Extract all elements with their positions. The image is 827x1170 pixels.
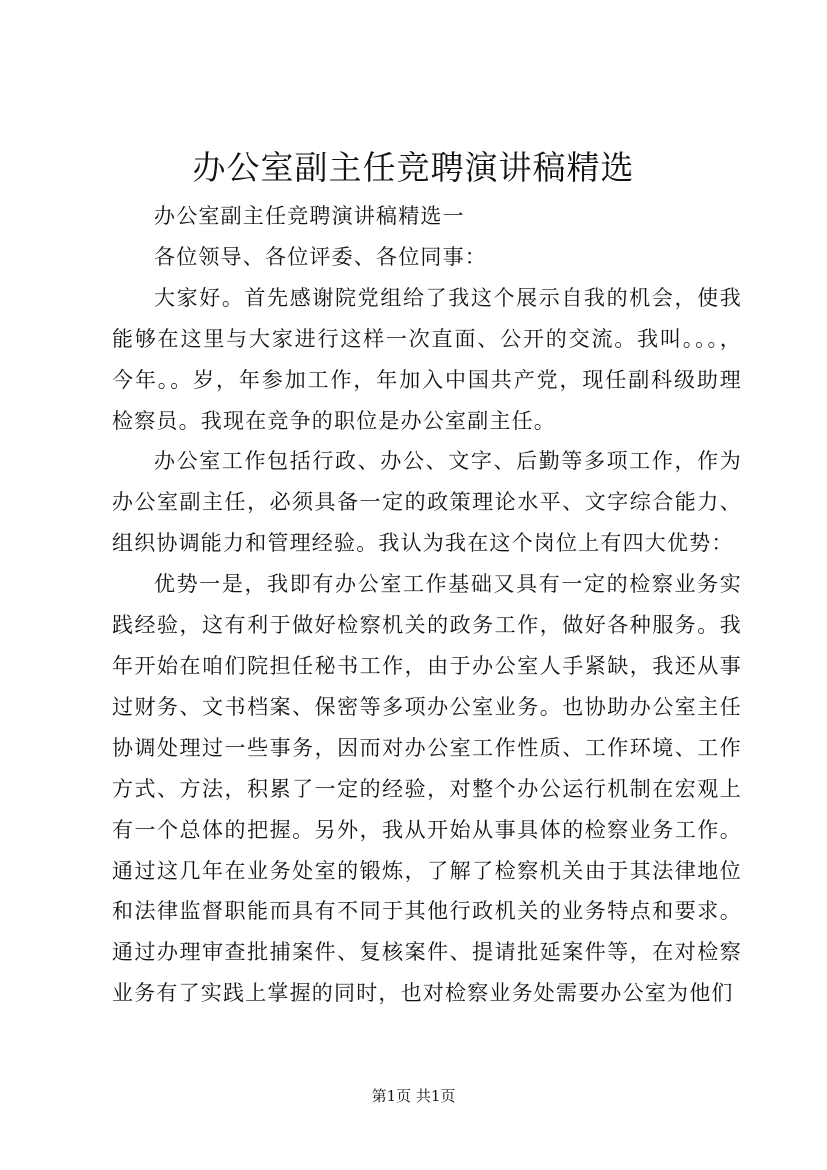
- body-paragraph: 大家好。首先感谢院党组给了我这个展示自我的机会，使我能够在这里与大家进行这样一次直面、公开的交流。我叫。。。，今年。。岁，年参加工作，年加入中国共产党，现任副科级助理检察员。我现在竞争的职位是办公室副主任。: [112, 285, 742, 433]
- document-title: 办公室副主任竞聘演讲稿精选: [192, 148, 635, 187]
- salutation-paragraph: 各位领导、各位评委、各位同事：: [154, 244, 487, 269]
- body-paragraph: 优势一是，我即有办公室工作基础又具有一定的检察业务实践经验，这有利于做好检察机关的政务工作，做好各种服务。我年开始在咱们院担任秘书工作，由于办公室人手紧缺，我还从事过财务、文书档案、保密等多项办公室业务。也协助办公室主任协调处理过一些事务，因而对办公室工作性质、工作环境、工作方式、方法，积累了一定的经验，对整个办公运行机制在宏观上有一个总体的把握。另外，我从开始从事具体的检察业务工作。通过这几年在业务处室的锻炼，了解了检察机关由于其法律地位和法律监督职能而具有不同于其他行政机关的业务特点和要求。通过办理审查批捕案件、复核案件、提请批延案件等，在对检察业务有了实践上掌握的同时，也对检察业务处需要办公室为他们: [112, 572, 742, 1006]
- body-paragraph: 办公室工作包括行政、办公、文字、后勤等多项工作，作为办公室副主任，必须具备一定的政策理论水平、文字综合能力、组织协调能力和管理经验。我认为我在这个岗位上有四大优势：: [112, 449, 742, 556]
- subtitle-paragraph: 办公室副主任竞聘演讲稿精选一: [154, 204, 465, 228]
- page-footer: 第1页 共1页: [371, 1087, 456, 1105]
- document-body: [112, 196, 742, 1014]
